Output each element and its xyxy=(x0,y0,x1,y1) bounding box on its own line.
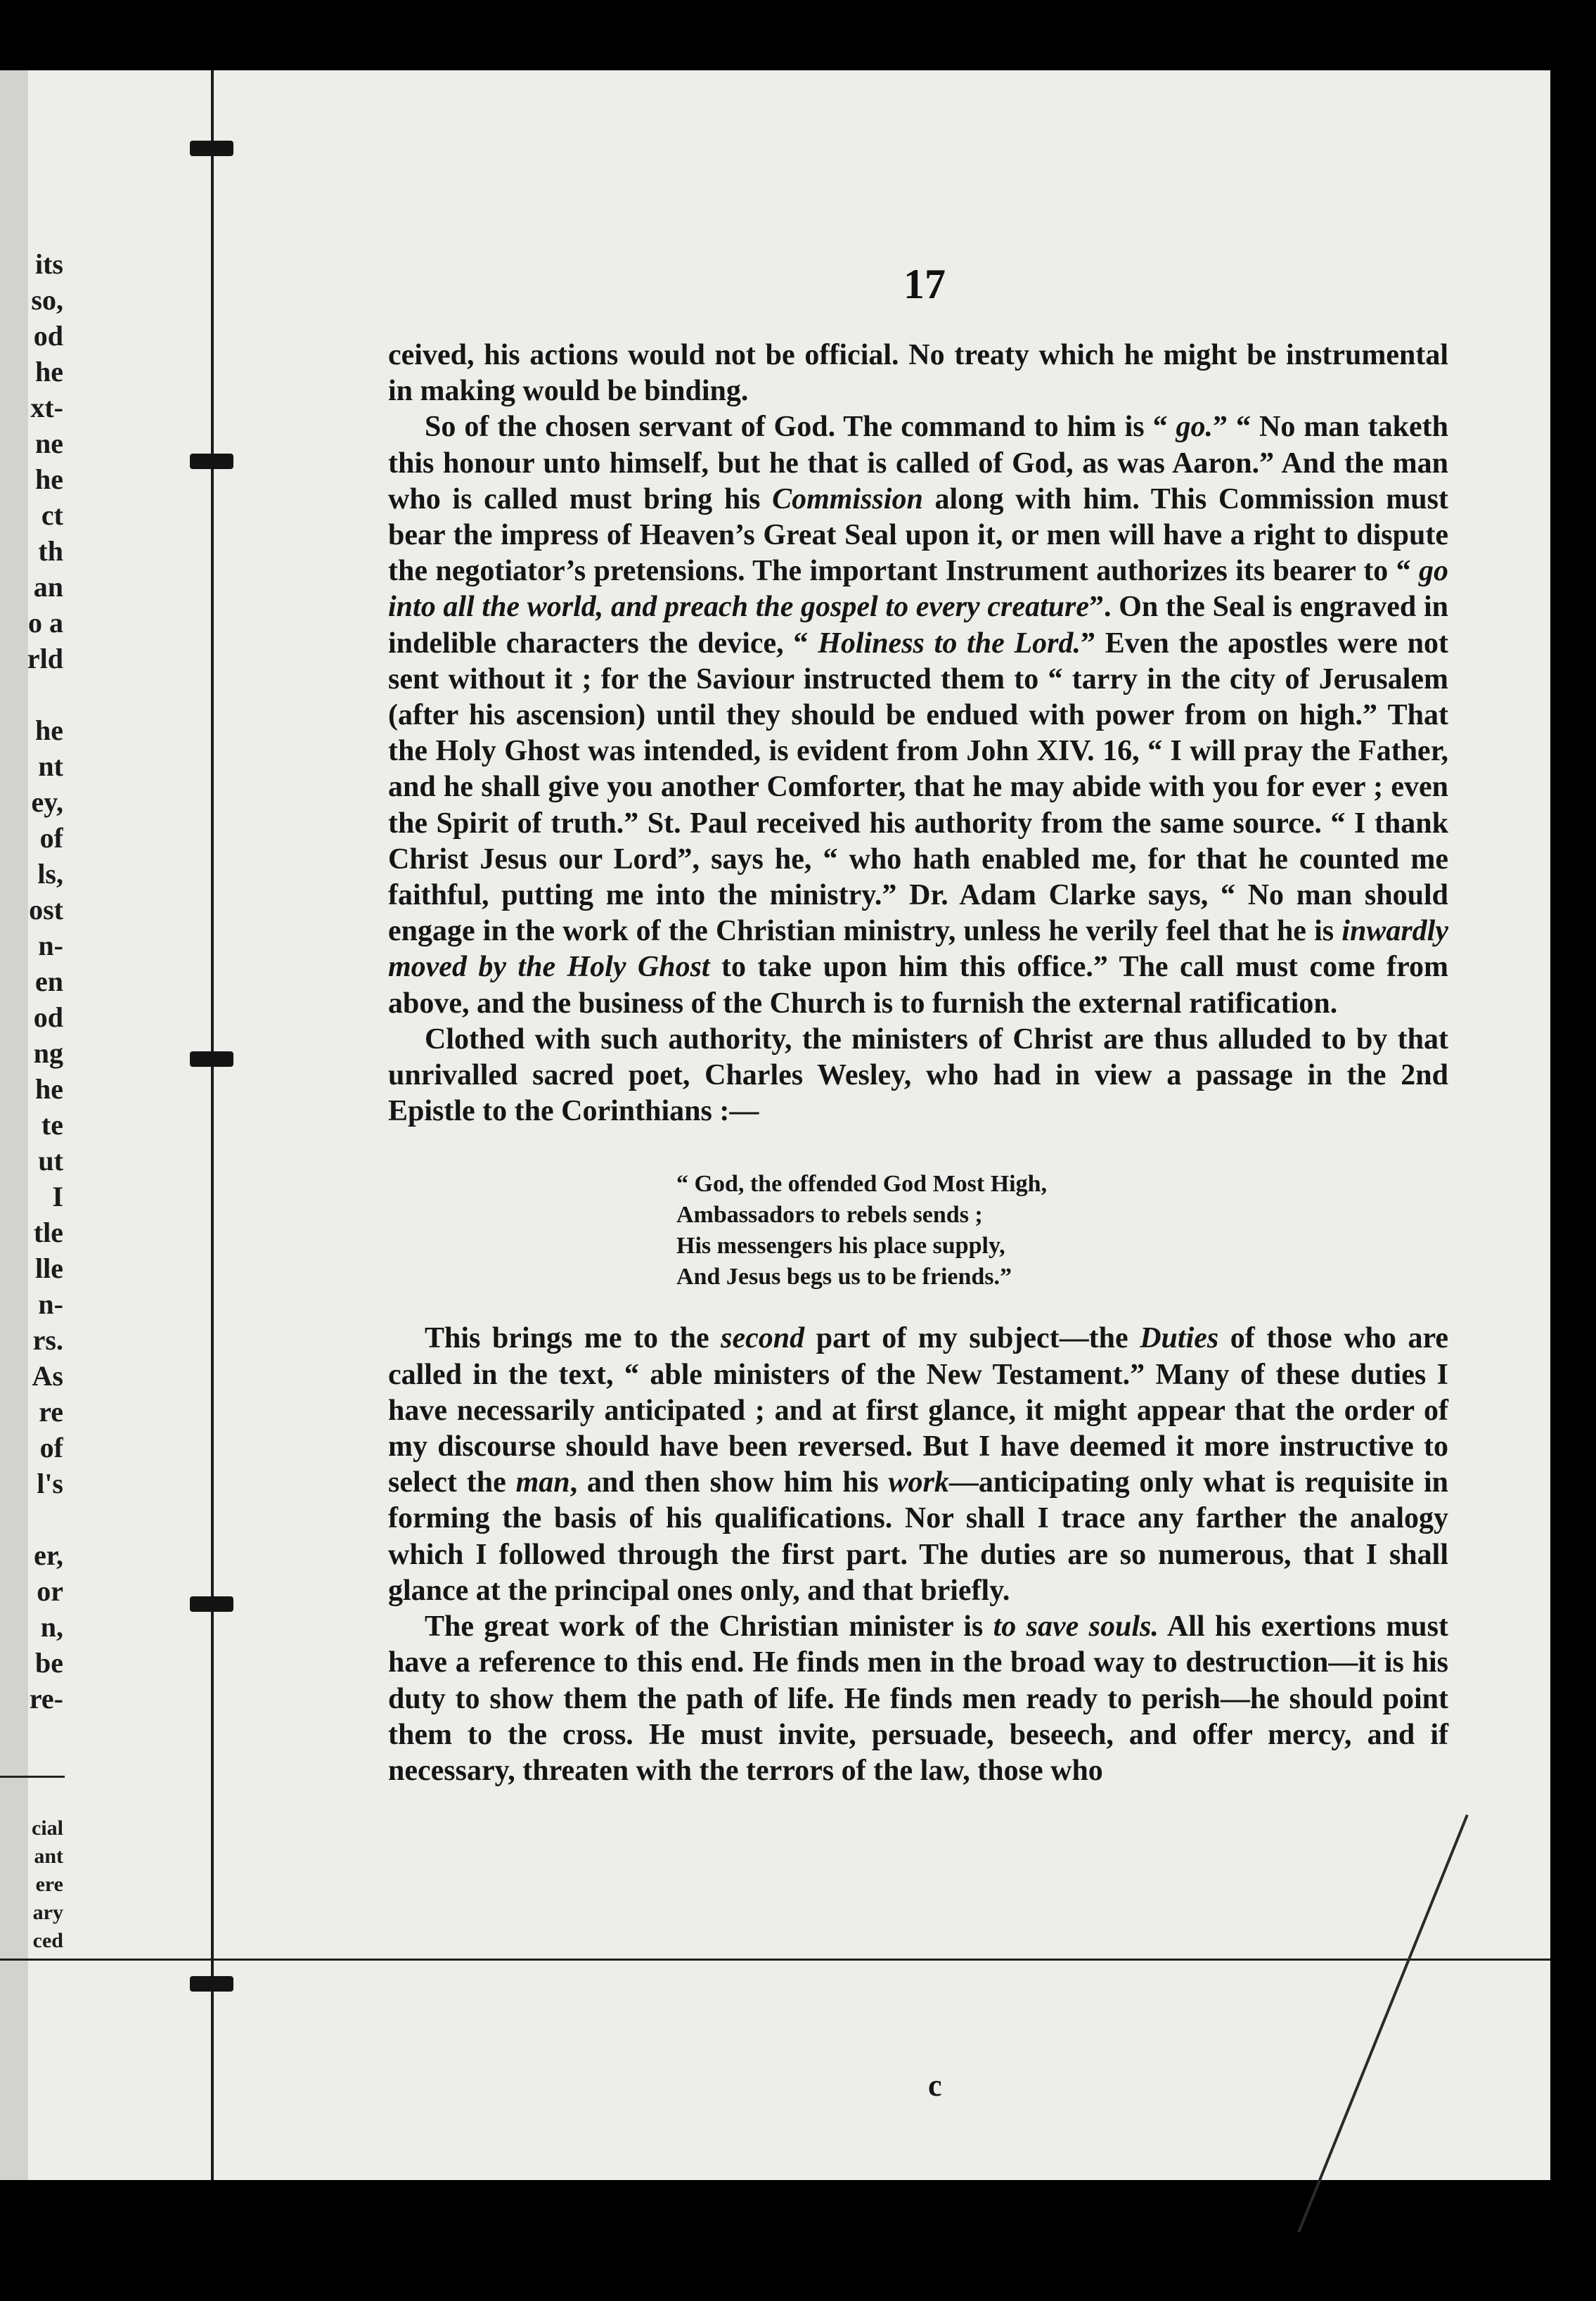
italic-emphasis: work xyxy=(888,1466,949,1499)
fragment-line: lle xyxy=(35,1252,63,1284)
fragment-line: ced xyxy=(32,1929,63,1952)
fragment-line: er, xyxy=(34,1539,63,1571)
text-run: So of the chosen servant of God. The command to him is “ xyxy=(425,411,1176,444)
fragment-line: ut xyxy=(38,1145,63,1177)
binding-mark xyxy=(190,141,233,156)
text-run: ” Even the apostles were not sent without it ; for the Saviour instructed them to “ tarry in the city of Jerusalem (after his ascension) until they should be endued with power from on high.” That the Holy Ghost was intended, is evident from John XIV. 16, “ I will pray the Father, and he shall give you another Comforter, that he may abide with you for ever ; even the Spirit of truth.” St. Paul received his authority from the same source. “ I thank Christ Jesus our Lord”, says he, “ who hath enabled me, for that he counted me faithful, putting me into the ministry.” Dr. Adam Clarke says, “ No man should engage in the work of the Christian ministry, unless he verily feel that he is xyxy=(388,627,1449,948)
fragment-line: an xyxy=(33,571,63,603)
fragment-line: n- xyxy=(38,1288,63,1320)
fragment-line: or xyxy=(37,1575,63,1607)
binding-mark xyxy=(190,1976,233,1992)
scanner-artifact-line xyxy=(0,1959,1550,1961)
fragment-line: of xyxy=(39,822,63,854)
hymn-line: Ambassadors to rebels sends ; xyxy=(676,1202,983,1229)
hymn-quotation xyxy=(676,1169,1448,1293)
previous-page-footnote-fragments xyxy=(0,1814,63,1955)
italic-emphasis: go. xyxy=(1176,411,1214,444)
fragment-line: I xyxy=(52,1181,63,1212)
fragment-line: he xyxy=(35,463,63,495)
fragment-line: tle xyxy=(33,1217,63,1248)
fragment-line: ls, xyxy=(37,858,63,890)
signature-mark: c xyxy=(928,2068,942,2103)
fragment-line: o a xyxy=(28,607,63,639)
fragment-line: nt xyxy=(38,750,63,782)
text-run: along with him. This Commission must bear the impress of Heaven’s Great Seal upon it, or men will have a right to dispute the negotiator’s pretensions. The important Instrument authorizes its bearer to “ xyxy=(388,482,1448,588)
fragment-line: of xyxy=(39,1432,63,1463)
previous-page-text-fragments xyxy=(0,246,63,1717)
text-run: to take upon him this office.” The call must come from above, and the business of the Church is to furnish the external ratification. xyxy=(388,951,1448,1020)
fragment-line: he xyxy=(35,1073,63,1105)
fragment-line: ey, xyxy=(31,786,63,818)
fragment-line: he xyxy=(35,356,63,387)
paragraph-commission xyxy=(388,409,1448,1021)
page-number: 17 xyxy=(903,261,946,307)
binding-mark xyxy=(190,454,233,469)
italic-emphasis: go into all the world, and preach the gospel to every creature xyxy=(388,555,1448,624)
paper-sheet xyxy=(0,70,1550,2180)
fragment-line: rld xyxy=(27,643,63,674)
text-run: ” “ No man taketh this honour unto himself, but he that is called of God, as was Aaron.” And the man who is called must bring his xyxy=(388,411,1448,515)
fragment-line: he xyxy=(35,714,63,746)
text-run: , and then show him his xyxy=(569,1466,889,1499)
text-run: All his exertions must have a reference to this end. He finds men in the broad way to destruction—it is his duty to show them the path of life. He finds men ready to perish—he should point them to the cross. He must invite, persuade, beseech, and offer mercy, and if necessary, threaten with the terrors of the law, those who xyxy=(388,1610,1448,1787)
fragment-line: ary xyxy=(32,1901,63,1924)
fragment-line: th xyxy=(38,535,63,567)
fragment-line: so, xyxy=(31,284,63,316)
hymn-line: And Jesus begs us to be friends.” xyxy=(676,1264,1012,1290)
paragraph-wesley-intro: Clothed with such authority, the ministers of Christ are thus alluded to by that unrivalled sacred poet, Charles Wesley, who had in view a passage in the 2nd Epistle to the Corinthians :— xyxy=(388,1023,1448,1128)
binding-mark xyxy=(190,1596,233,1612)
text-run: of those who are called in the text, “ able ministers of the New Testament.” Many of these duties I have necessarily anticipated ; and at first glance, it might appear that the order of my discourse should have been reversed. But I have deemed it more instructive to select the xyxy=(388,1322,1449,1499)
fragment-line: te xyxy=(41,1109,63,1141)
text-run: This brings me to the xyxy=(425,1322,721,1355)
fragment-line: n- xyxy=(38,930,63,961)
footnote-rule xyxy=(0,1776,65,1778)
fragment-line: od xyxy=(33,1001,63,1033)
fragment-line: ost xyxy=(29,894,63,925)
italic-emphasis: Commission xyxy=(772,482,923,515)
fragment-line: cial xyxy=(32,1816,63,1840)
binding-mark xyxy=(190,1051,233,1067)
fragment-line: ne xyxy=(35,428,63,459)
hymn-line: His messengers his place supply, xyxy=(676,1233,1005,1260)
fragment-line: re xyxy=(39,1396,63,1428)
text-run: —anticipating only what is requisite in forming the basis of his qualifications. Nor shall I trace any farther the analogy which I followed through the first part. The duties are so numerous, that I shall glance at the principal ones only, and that briefly. xyxy=(388,1466,1448,1607)
fragment-line xyxy=(0,677,63,712)
fragment-line: ant xyxy=(34,1845,63,1868)
page-body xyxy=(388,338,1448,1789)
paragraph-continuation: ceived, his actions would not be official. No treaty which he might be instrumental in making would be binding. xyxy=(388,339,1448,408)
fragment-line: be xyxy=(35,1647,63,1679)
italic-emphasis: to save souls. xyxy=(993,1610,1159,1643)
fragment-line: ere xyxy=(35,1873,63,1896)
text-run: The great work of the Christian minister is xyxy=(425,1610,993,1643)
hymn-line: “ God, the offended God Most High, xyxy=(676,1171,1048,1198)
scanner-artifact-diagonal xyxy=(1297,1814,1468,2233)
fragment-line: ng xyxy=(33,1037,63,1069)
italic-emphasis: Duties xyxy=(1140,1322,1219,1355)
fragment-line: en xyxy=(35,966,63,997)
binding-fold-line xyxy=(211,70,214,2180)
paragraph-save-souls xyxy=(388,1609,1448,1789)
italic-emphasis: man xyxy=(515,1466,570,1499)
text-run: ”. On the Seal is engraved in indelible characters the device, “ xyxy=(388,591,1448,660)
italic-emphasis: Holiness to the Lord. xyxy=(818,627,1081,660)
fragment-line: As xyxy=(32,1360,63,1392)
fragment-line: xt- xyxy=(30,392,63,423)
fragment-line: od xyxy=(33,320,63,352)
fragment-line: re- xyxy=(29,1683,63,1714)
fragment-line: ct xyxy=(41,499,63,531)
fragment-line xyxy=(0,1501,63,1537)
fragment-line: n, xyxy=(40,1611,63,1643)
italic-emphasis: second xyxy=(721,1322,805,1355)
fragment-line: l's xyxy=(37,1468,63,1499)
italic-emphasis: inwardly moved by the Holy Ghost xyxy=(388,915,1448,984)
fragment-line: rs. xyxy=(32,1324,63,1356)
text-run: part of my subject—the xyxy=(804,1322,1140,1355)
fragment-line: its xyxy=(35,248,63,280)
paragraph-duties xyxy=(388,1321,1448,1609)
